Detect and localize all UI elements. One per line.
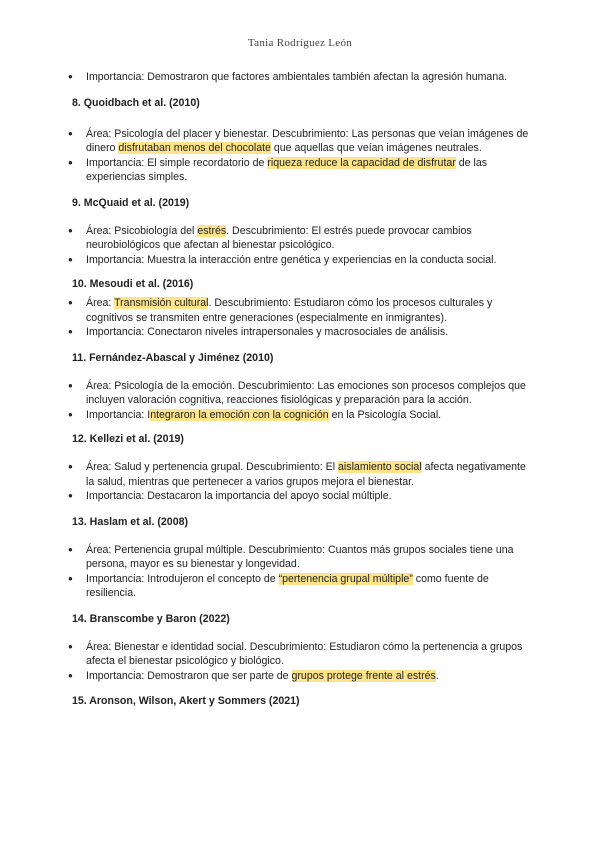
- highlighted-text: ntegraron la emoción con la cognición: [150, 408, 329, 421]
- list-item: [72, 127, 532, 156]
- bullet-text: . Descubrimiento: El estrés puede provocar cambios neurobiológicos que afectan al bienestar psicológico.: [86, 224, 472, 251]
- highlighted-text: riqueza reduce la capacidad de disfrutar: [267, 156, 456, 169]
- bullet-text: Importancia: Destacaron la importancia del apoyo social múltiple.: [86, 490, 392, 502]
- section-heading: 14. Branscombe y Baron (2022): [72, 612, 230, 625]
- reference-section: [72, 433, 532, 504]
- highlighted-text: disfrutaban menos del chocolate: [118, 142, 271, 154]
- bullet-text: Área: Psicología del placer y bienestar. Descubrimiento: Las personas que veían imágenes de dinero: [86, 127, 529, 154]
- bullet-list: [72, 543, 532, 601]
- bullet-text: Área: Salud y pertenencia grupal. Descubrimiento: El: [86, 461, 339, 473]
- list-item: [72, 224, 532, 253]
- list-item: [72, 253, 532, 268]
- bullet-list: [72, 296, 532, 340]
- list-item: [72, 379, 532, 408]
- bullet-text: Área: Pertenencia grupal múltiple. Descubrimiento: Cuantos más grupos sociales tiene una persona, mayor es su bienestar y longevidad.: [86, 543, 514, 570]
- reference-section: [72, 352, 532, 423]
- document-body: [72, 70, 532, 722]
- bullet-list: [72, 379, 532, 423]
- list-item: [72, 408, 532, 423]
- bullet-text: Demostraron que factores ambientales también afectan la agresión humana.: [147, 71, 508, 83]
- bullet-text: en la Psicología Social.: [328, 408, 442, 421]
- section-heading: 15. Aronson, Wilson, Akert y Sommers (2021): [72, 695, 300, 707]
- bullet-text: Área: Psicología de la emoción. Descubrimiento: Las emociones son procesos complejos que incluyen valoración cognitiva, reacciones fisiológicas y preparación para la acción.: [86, 379, 526, 406]
- bullet-label: Importancia:: [86, 71, 148, 83]
- bullet-list: [72, 127, 532, 185]
- bullet-text: de las experiencias simples.: [86, 156, 488, 183]
- bullet-text: Área:: [86, 297, 115, 309]
- bullet-list: [72, 640, 532, 684]
- list-item: [72, 489, 532, 504]
- bullet-list: [72, 224, 532, 268]
- bullet-text: Importancia: Demostraron que ser parte de: [86, 669, 292, 682]
- bullet-text: Importancia: Conectaron niveles intrapersonales y macrosociales de análisis.: [86, 326, 449, 338]
- bullet-text: Importancia: El simple recordatorio de: [86, 156, 268, 169]
- reference-section: [72, 197, 532, 268]
- intro-bullet-list: [72, 70, 532, 85]
- bullet-text: Importancia: Introdujeron el concepto de: [86, 572, 279, 585]
- bullet-text: afecta negativamente la salud, mientras que pertenecer a varios grupos mejora el bienestar.: [86, 461, 526, 488]
- list-item: [72, 572, 532, 601]
- highlighted-text: aislamiento social: [338, 461, 422, 473]
- highlighted-text: grupos protege frente al estrés: [291, 669, 436, 682]
- reference-section: [72, 695, 532, 707]
- section-heading: 13. Haslam et al. (2008): [72, 515, 189, 528]
- list-item: [72, 156, 532, 185]
- section-heading: 11. Fernández-Abascal y Jiménez (2010): [72, 351, 274, 364]
- bullet-text: como fuente de resiliencia.: [86, 572, 489, 599]
- bullet-text: Área: Bienestar e identidad social. Descubrimiento: Estudiaron cómo la pertenencia a grupos afecta el bienestar psicológico y biológico.: [86, 640, 523, 667]
- reference-section: [72, 516, 532, 601]
- section-heading: 12. Kellezi et al. (2019): [72, 433, 184, 445]
- section-heading: 10. Mesoudi et al. (2016): [72, 278, 194, 290]
- bullet-text: Importancia: I: [86, 408, 151, 421]
- highlighted-text: “pertenencia grupal múltiple”: [278, 572, 413, 585]
- list-item: [72, 325, 532, 340]
- page-header-author: Tania Rodríguez León: [247, 37, 353, 49]
- highlighted-text: Transmisión cultural: [114, 297, 209, 309]
- section-heading: 8. Quoidbach et al. (2010): [72, 96, 200, 109]
- bullet-text: . Descubrimiento: Estudiaron cómo los procesos culturales y cognitivos se transmiten entre generaciones (especialmente en inmigrantes).: [86, 297, 493, 324]
- list-item: [72, 296, 532, 325]
- list-item: [72, 70, 532, 85]
- reference-section: [72, 613, 532, 684]
- list-item: [72, 640, 532, 669]
- list-item: [72, 460, 532, 489]
- bullet-list: [72, 460, 532, 504]
- bullet-text: Área: Psicobiología del: [86, 224, 198, 237]
- bullet-text: Importancia: Muestra la interacción entre genética y experiencias en la conducta social.: [86, 253, 497, 266]
- bullet-text: .: [435, 669, 439, 682]
- reference-section: [72, 278, 532, 340]
- section-heading: 9. McQuaid et al. (2019): [72, 196, 190, 209]
- highlighted-text: estrés: [197, 224, 227, 237]
- list-item: [72, 543, 532, 572]
- bullet-text: que aquellas que veían imágenes neutrales.: [270, 142, 482, 154]
- reference-section: [72, 97, 532, 185]
- list-item: [72, 669, 532, 684]
